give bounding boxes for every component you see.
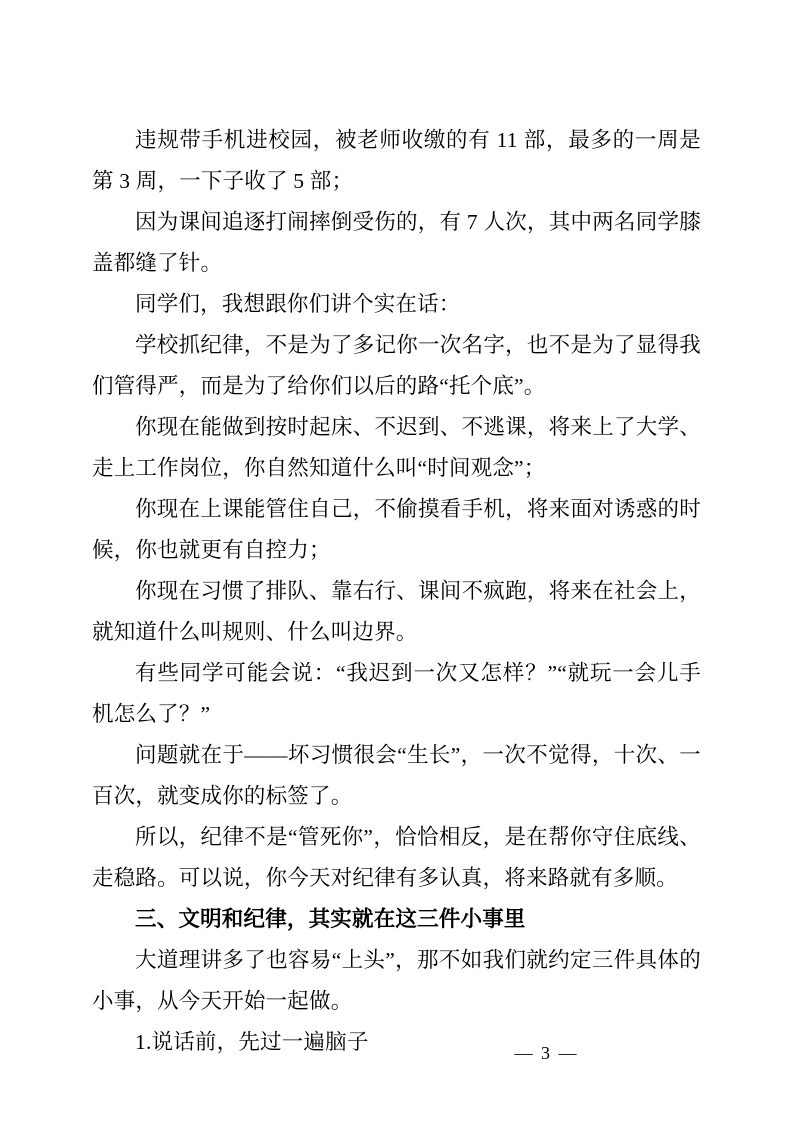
paragraph: 大道理讲多了也容易“上头”，那不如我们就约定三件具体的小事，从今天开始一起做。 [92, 948, 701, 1013]
paragraph: 所以，纪律不是“管死你”，恰恰相反，是在帮你守住底线、走稳路。可以说，你今天对纪律有多认真，将来路就有多顺。 [92, 825, 701, 890]
paragraph: 你现在能做到按时起床、不迟到、不逃课，将来上了大学、走上工作岗位，你自然知道什么叫“时间观念”； [92, 415, 701, 480]
paragraph: 同学们，我想跟你们讲个实在话： [135, 292, 461, 316]
paragraph: 你现在习惯了排队、靠右行、课间不疯跑，将来在社会上，就知道什么叫规则、什么叫边界。 [92, 579, 701, 644]
section-heading: 三、文明和纪律，其实就在这三件小事里 [135, 907, 526, 931]
paragraph: 违规带手机进校园，被老师收缴的有 11 部，最多的一周是第 3 周，一下子收了 5 部； [92, 128, 701, 193]
paragraph: 你现在上课能管住自己，不偷摸看手机，将来面对诱惑的时候，你也就更有自控力； [92, 497, 701, 562]
document-body [92, 120, 701, 1063]
paragraph: 问题就在于——坏习惯很会“生长”，一次不觉得，十次、一百次，就变成你的标签了。 [92, 743, 701, 808]
page-number: — 3 — [514, 1043, 579, 1063]
paragraph: 因为课间追逐打闹摔倒受伤的，有 7 人次，其中两名同学膝盖都缝了针。 [92, 210, 701, 275]
paragraph: 有些同学可能会说：“我迟到一次又怎样？”“就玩一会儿手机怎么了？” [92, 661, 701, 726]
paragraph: 1.说话前，先过一遍脑子 [135, 1030, 369, 1054]
page-footer [0, 1043, 793, 1064]
paragraph: 学校抓纪律，不是为了多记你一次名字，也不是为了显得我们管得严，而是为了给你们以后的路“托个底”。 [92, 333, 701, 398]
